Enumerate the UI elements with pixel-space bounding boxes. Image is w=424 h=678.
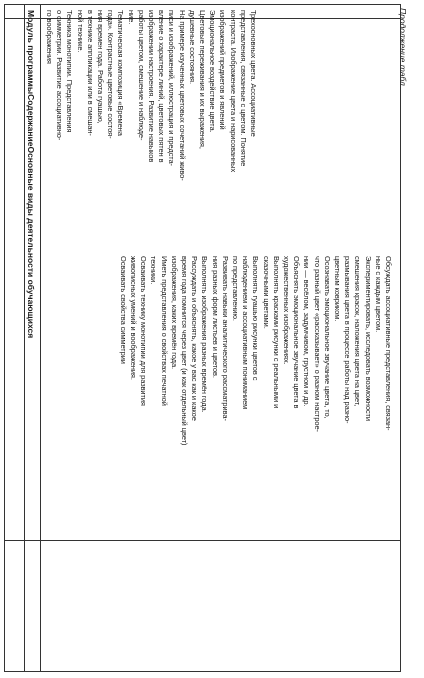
activity-line: время года помнится через цвет (и как отдельный цвет) [179, 256, 189, 446]
activity-line: техники. [149, 256, 159, 285]
activity-line: Осваивать технику монотипии для развития [139, 256, 149, 406]
content-line: Цветовые переживания и их выражения, [197, 10, 207, 149]
activity-line: Иметь представления о свойствах печатной [159, 256, 169, 406]
content-line: Техника монотипии. Представления [65, 10, 75, 133]
activity-line: Осваивать свойства симметрии [118, 256, 128, 364]
activity-line: Объяснять эмоциональное звучание цвета в [292, 256, 302, 409]
content-line: На примере изученных цветовых сочетаний живо- [177, 10, 187, 181]
content-line: писи и изображений, иллюстрация и предста- [167, 10, 177, 166]
activity-line: художественных изображениях. [281, 256, 291, 365]
content-line: вление о характере линий, цветовых пятен в [157, 10, 167, 163]
content-line: Тематическая композиция «Времена [116, 10, 126, 136]
content-line: ной технике. [75, 10, 85, 53]
header-content: Содержание [26, 94, 36, 147]
content-line: о симметрии. Развитие ассоциативно- [55, 10, 65, 141]
header-module: Модуль программы [26, 10, 36, 95]
activity-line: ния разных форм листьев и цветов. [210, 256, 220, 378]
content-line: изображении настроения. Развитие навыков [146, 10, 156, 163]
activity-line: живописных умений и воображения. [128, 256, 138, 380]
table-header-row [24, 4, 40, 672]
content-line: душевные состояния. [187, 10, 197, 85]
activity-line: Выполнять гуашью рисунки цветов с [251, 256, 261, 381]
content-line: года». Контрастные цветовые состоя- [106, 10, 116, 139]
activity-line: Обсуждать ассоциативные представления, связан- [384, 256, 393, 431]
content-cell [40, 4, 260, 284]
activity-line: сказочными цветами. [261, 256, 271, 329]
content-line: ние. [126, 10, 136, 25]
activity-line: Экспериментировать, исследовать возможности [363, 256, 373, 421]
activity-line: наблюдением и ассоциативным пониманием [241, 256, 251, 410]
content-line: Эмоциональное воздействие цвета. [208, 10, 218, 133]
activity-line: Развивать навыки аналитического рассматрива- [220, 256, 230, 421]
content-line: ния времен года. Работа гуашью, [95, 10, 105, 124]
activity-line: Рассуждать и объяснять, какое у вас как и какое [190, 256, 200, 421]
content-line: Трехосновных цвета. Ассоциативные [249, 10, 258, 137]
activity-line: цветным ковриком. [332, 256, 342, 322]
activity-line: Выполнять изображения разных времён года. [200, 256, 210, 413]
activity-line: по представлению. [230, 256, 240, 321]
activities-cell [40, 250, 395, 670]
content-line: представления, связанные с цветом. Понятие [238, 10, 248, 167]
activity-line: нии — весёлом, задумчивом, грустном и др. [302, 256, 312, 407]
activity-line: что разный цвет «рассказывает» о разном настрое- [312, 256, 322, 432]
activity-line: размывания цвета в процессе работы над разно- [343, 256, 353, 424]
table-continuation-caption: Продолжение табл. [398, 8, 408, 89]
content-line: работы цветом, смешение и наблюде- [136, 10, 146, 141]
activity-line: Осознавать эмоциональное звучание цвета, то, [322, 256, 332, 419]
activity-line: изображения, каких времён года. [169, 256, 179, 370]
content-line: в технике аппликации или в смешан- [85, 10, 95, 136]
content-line: контраста. Изображение цвета и нарисованных [228, 10, 238, 173]
header-activities: Основные виды деятельности обучающихся [26, 146, 36, 339]
activity-line: смешения красок, наложения цвета на цвет, [353, 256, 363, 407]
content-line: го воображения [44, 10, 54, 64]
content-line: изображений предметов и явлений [218, 10, 228, 130]
activity-line: Выполнять красками рисунки с реальными и [271, 256, 281, 409]
activity-line: ные с каждым цветом. [373, 256, 383, 333]
